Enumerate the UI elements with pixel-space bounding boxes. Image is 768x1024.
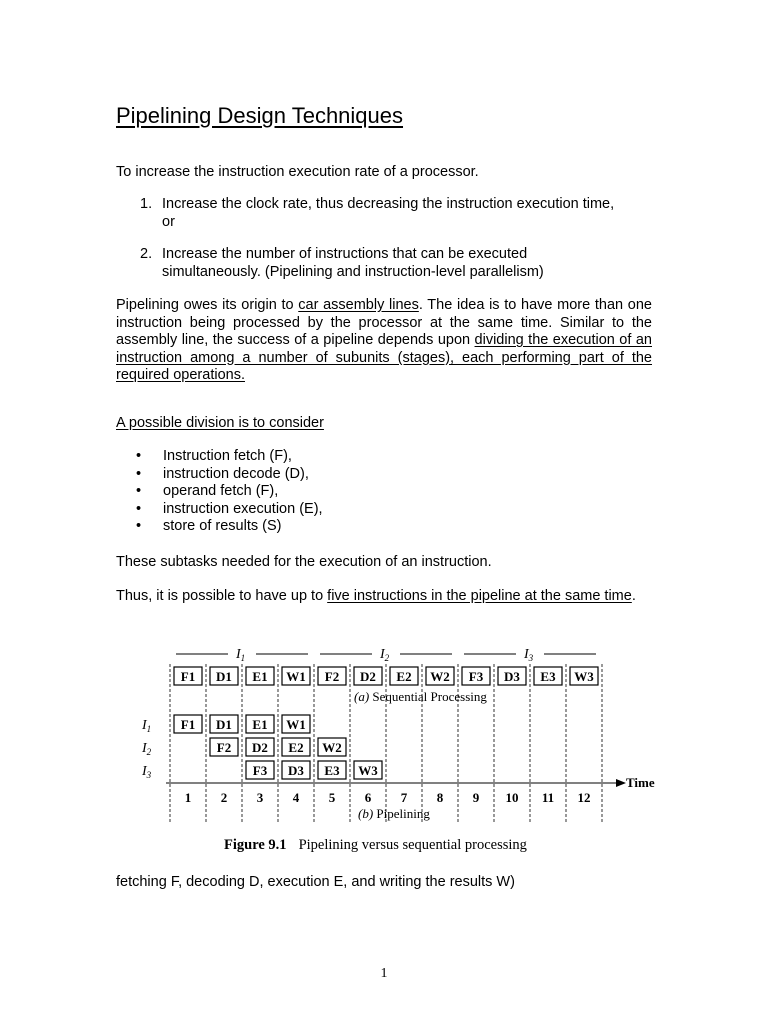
list-text: instruction decode (D), — [163, 465, 309, 482]
stage-label: W3 — [574, 669, 594, 684]
paragraph-text: Pipelining owes its origin to — [116, 297, 299, 313]
instruction-headers — [176, 647, 596, 663]
pipeline-capacity-text — [116, 588, 652, 606]
list-number: 1. — [140, 196, 153, 212]
row-subscript: 3 — [146, 770, 152, 780]
stage-label: D2 — [360, 669, 376, 684]
list-item — [136, 483, 323, 501]
bullet-icon: • — [136, 448, 142, 464]
stage-label: D3 — [288, 763, 304, 778]
stage-label: F3 — [252, 763, 268, 778]
time-tick: 2 — [220, 790, 228, 805]
row-subscript: 1 — [146, 724, 152, 734]
instruction-label: $I_1$ — [236, 647, 246, 663]
stage-label: D2 — [252, 740, 268, 755]
underlined-text: car assembly lines — [298, 297, 419, 313]
stage-label: W2 — [322, 740, 342, 755]
stage-label: F1 — [180, 669, 196, 684]
stage-label: W2 — [430, 669, 450, 684]
instruction-subscript: 3 — [528, 653, 534, 663]
stage-label: F1 — [180, 717, 196, 732]
intro-text: To increase the instruction execution rate of a processor. — [116, 164, 479, 180]
figure-caption: Figure 9.1 Pipelining versus sequential processing — [224, 837, 527, 853]
bullet-icon: • — [136, 500, 142, 517]
row-subscript: 2 — [146, 747, 152, 757]
paragraph-text: . — [631, 588, 636, 604]
instruction-subscript: 1 — [240, 653, 246, 663]
stage-label: W1 — [286, 717, 306, 732]
list-text: store of results (S) — [163, 518, 282, 534]
time-arrow-icon — [616, 779, 626, 787]
stage-label: W3 — [358, 763, 378, 778]
list-item — [136, 448, 323, 466]
time-tick: 12 — [577, 790, 591, 805]
stage-label: D1 — [216, 669, 232, 684]
instruction-label: $I_3$ — [524, 647, 534, 663]
stage-label: E3 — [540, 669, 556, 684]
stage-label: W1 — [286, 669, 306, 684]
row-label: $I_1$ — [142, 718, 152, 734]
bullet-icon: • — [136, 465, 142, 482]
time-tick: 3 — [256, 790, 264, 805]
list-item — [136, 518, 323, 536]
list-item — [140, 246, 660, 281]
list-text: operand fetch (F), — [163, 483, 279, 499]
division-heading: A possible division is to consider — [116, 415, 324, 431]
stage-label: E2 — [396, 669, 412, 684]
underlined-text: five instructions in the pipeline at the same time — [327, 588, 632, 604]
stage-label: E2 — [288, 740, 304, 755]
stage-label: F2 — [324, 669, 340, 684]
stage-label: D1 — [216, 717, 232, 732]
list-item — [136, 501, 323, 519]
time-tick: 7 — [400, 790, 408, 805]
time-tick: 10 — [505, 790, 519, 805]
underlined-text: dividing the execution of an instruction among a number of subunits (stages), each performing part of the required operations. — [116, 332, 652, 383]
time-tick: 1 — [184, 790, 192, 805]
list-text: instruction execution (E), — [163, 500, 323, 517]
bullet-icon: • — [136, 483, 142, 499]
stage-label: E3 — [324, 763, 340, 778]
page-title: Pipelining Design Techniques — [116, 103, 404, 128]
time-tick: 5 — [328, 790, 336, 805]
list-number: 2. — [140, 246, 153, 262]
pipelining-caption: (b) Pipelining — [358, 806, 430, 821]
list-item — [140, 196, 660, 231]
list-item — [136, 466, 323, 484]
stage-label: D3 — [504, 669, 520, 684]
paragraph-text: Thus, it is possible to have up to — [116, 588, 328, 604]
pipeline-rows — [141, 715, 382, 780]
time-tick: 6 — [364, 790, 372, 805]
time-label: Time — [626, 775, 655, 790]
stage-label: F2 — [216, 740, 232, 755]
pipeline-figure — [136, 636, 668, 858]
after-figure-text: fetching F, decoding D, execution E, and writing the results W) — [116, 874, 515, 890]
list-text: Increase the number of instructions that can be executed — [162, 246, 528, 262]
time-tick: 8 — [436, 790, 444, 805]
paragraph-text: . The idea is to have more than one instruction being processed by the processor at the same time. Similar to the assembly line, the success of a pipeline depends upon — [116, 297, 652, 348]
row-label: $I_2$ — [142, 741, 152, 757]
subtasks-text: These subtasks needed for the execution of an instruction. — [116, 554, 492, 570]
time-ticks — [185, 790, 591, 805]
time-tick: 4 — [292, 790, 300, 805]
instruction-subscript: 2 — [384, 653, 390, 663]
list-text: or — [162, 213, 175, 230]
stage-label: E1 — [252, 717, 268, 732]
row-label: $I_3$ — [142, 764, 152, 780]
list-text: Increase the clock rate, thus decreasing the instruction execution time, — [162, 196, 615, 212]
instruction-label: $I_2$ — [380, 647, 390, 663]
stage-label: F3 — [468, 669, 484, 684]
list-text: simultaneously. (Pipelining and instruction-level parallelism) — [162, 263, 544, 280]
pipeline-origin-paragraph — [116, 297, 652, 385]
time-tick: 9 — [472, 790, 480, 805]
page-number: 1 — [380, 966, 388, 981]
sequential-caption: (a) Sequential Processing — [354, 689, 487, 704]
time-tick: 11 — [541, 790, 555, 805]
list-text: Instruction fetch (F), — [163, 448, 292, 464]
stage-list — [136, 448, 323, 536]
bullet-icon: • — [136, 518, 142, 534]
stage-label: E1 — [252, 669, 268, 684]
